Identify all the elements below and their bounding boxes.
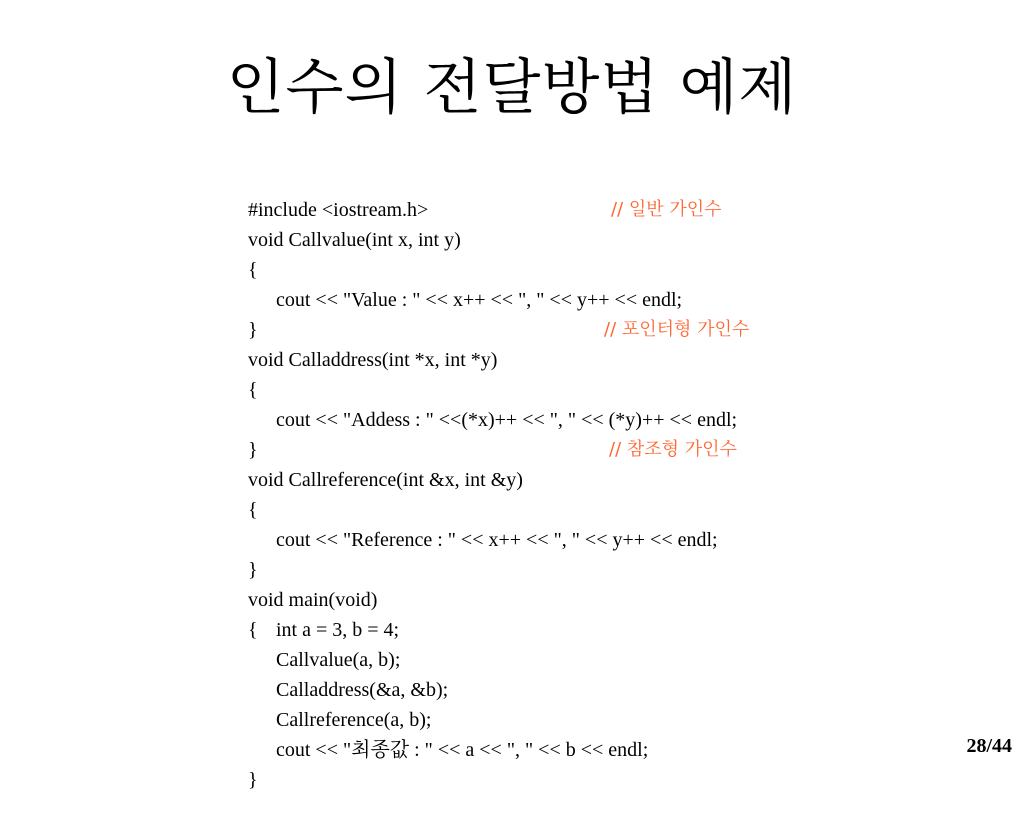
code-line-main-declaration: [228, 585, 1008, 641]
code-brace: {: [248, 619, 258, 641]
code-line-call-value: [228, 615, 1008, 671]
code-line-open-brace: [228, 345, 1008, 401]
code-text: void main(void): [248, 589, 378, 611]
code-line-open-brace: [228, 465, 1008, 521]
code-text: Callreference(a, b);: [276, 709, 432, 731]
code-text: {: [248, 259, 258, 281]
code-text: void Callvalue(int x, int y): [248, 229, 461, 251]
code-text: cout << "Value : " << x++ << ", " << y++ << endl;: [276, 289, 683, 311]
code-line-callreference-signature: [228, 435, 1008, 491]
code-text: }: [248, 439, 258, 461]
code-text: void Callreference(int &x, int &y): [248, 469, 523, 491]
code-text: {: [248, 379, 258, 401]
code-block: [228, 165, 1008, 791]
code-line-main-signature: [228, 555, 1008, 611]
code-comment-pointer-param: // 포인터형 가인수: [604, 319, 750, 340]
code-text: }: [248, 559, 258, 581]
code-text: {: [248, 499, 258, 521]
code-line-call-reference: [228, 675, 1008, 731]
code-comment-value-param: // 일반 가인수: [611, 199, 722, 220]
code-text: }: [248, 769, 258, 791]
code-line-open-brace: [228, 225, 1008, 281]
code-text: int a = 3, b = 4;: [276, 619, 400, 641]
code-text: cout << "Addess : " <<(*x)++ << ", " << (*y)++ << endl;: [276, 409, 738, 431]
code-line-call-address: [228, 645, 1008, 701]
code-line-cout-address: [228, 375, 1008, 431]
code-text: }: [248, 319, 258, 341]
code-text: Callvalue(a, b);: [276, 649, 401, 671]
code-text: cout << "최종값 : " << a << ", " << b << endl;: [276, 739, 649, 761]
code-comment-reference-param: // 참조형 가인수: [609, 439, 737, 460]
code-text: void Calladdress(int *x, int *y): [248, 349, 498, 371]
slide-title: 인수의 전달방법 예제: [226, 53, 798, 123]
code-text: cout << "Reference : " << x++ << ", " << y++ << endl;: [276, 529, 718, 551]
code-line-close-brace: [228, 735, 1008, 791]
code-line-callvalue-signature: [228, 195, 1008, 251]
page-number: 28/44: [966, 735, 1012, 757]
code-line-cout-reference: [228, 495, 1008, 551]
code-line-close-brace: [228, 525, 1008, 581]
code-line-calladdress-signature: [228, 315, 1008, 371]
code-line-cout-value: [228, 255, 1008, 311]
code-text: Calladdress(&a, &b);: [276, 679, 449, 701]
code-text: #include <iostream.h>: [248, 199, 429, 221]
